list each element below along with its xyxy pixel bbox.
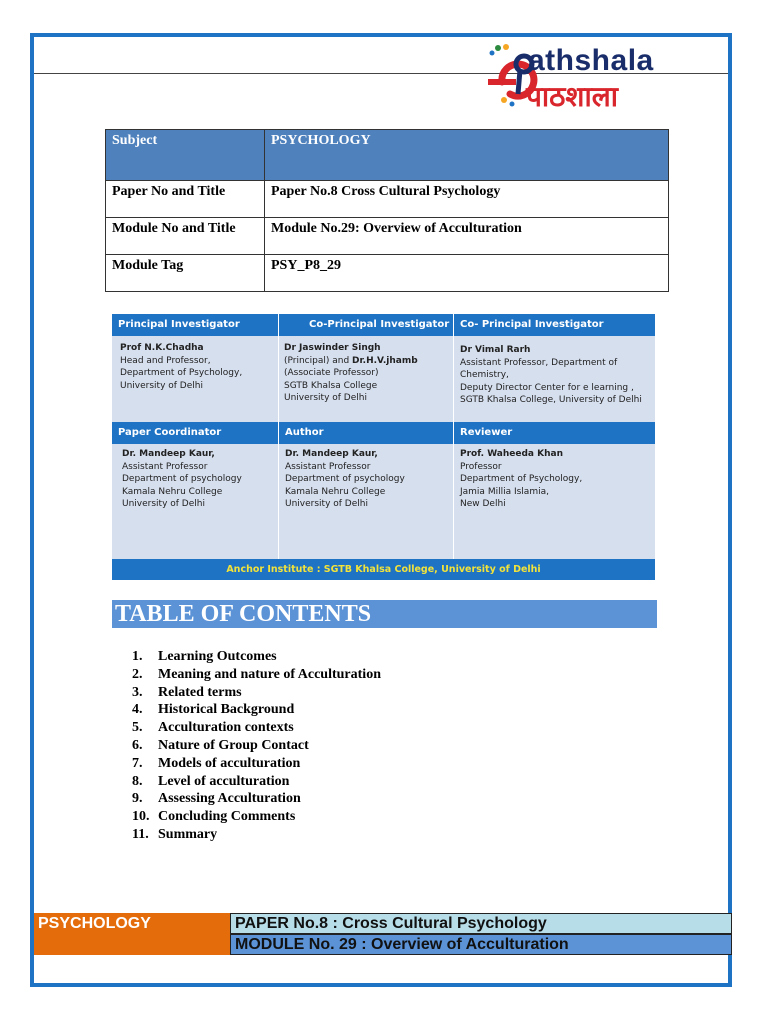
list-item: 2. Meaning and nature of Acculturation [132, 666, 381, 682]
table-row [106, 218, 669, 255]
reviewer-line: Professor [460, 461, 502, 472]
copi2-name: Dr Vimal Rarh [460, 345, 531, 355]
subject-label: Subject [106, 130, 265, 181]
table-of-contents-list [132, 648, 381, 844]
list-item: 7. Models of acculturation [132, 755, 301, 771]
anchor-institute-bar: Anchor Institute : SGTB Khalsa College, University of Delhi [112, 559, 655, 580]
list-item: 4. Historical Background [132, 702, 295, 718]
author-heading: Author [279, 422, 453, 444]
module-info-table [105, 129, 669, 292]
coord-line: Assistant Professor [122, 461, 208, 472]
principal-investigator-heading: Principal Investigator [112, 314, 278, 336]
reviewer-heading: Reviewer [454, 422, 655, 444]
coord-line: Kamala Nehru College [122, 486, 223, 497]
list-item: 11. Summary [132, 826, 218, 842]
list-item: 8. Level of acculturation [132, 773, 290, 789]
module-tag-value: PSY_P8_29 [265, 255, 669, 292]
footer-paper-title: PAPER No.8 : Cross Cultural Psychology [230, 913, 732, 934]
table-row [106, 255, 669, 292]
pi-name: Prof N.K.Chadha [120, 343, 204, 353]
list-item: 6. Nature of Group Contact [132, 737, 309, 753]
author-name: Dr. Mandeep Kaur, [285, 449, 378, 459]
module-tag-label: Module Tag [106, 255, 265, 292]
footer-subject: PSYCHOLOGY [34, 913, 230, 955]
list-item: 1. Learning Outcomes [132, 649, 277, 664]
paper-coordinator-details [122, 448, 242, 511]
author-line: Assistant Professor [285, 461, 371, 472]
logo-latin-text: athshala [528, 44, 654, 77]
copi1-line: SGTB Khalsa College [284, 380, 378, 391]
epathshala-logo [468, 42, 708, 112]
principal-investigator-details [120, 342, 242, 392]
toc-title: TABLE OF CONTENTS [112, 600, 657, 628]
copi1-second-name: Dr.H.V.jhamb [352, 355, 418, 366]
pi-line: Head and Professor, [120, 355, 211, 366]
paper-coordinator-heading: Paper Coordinator [112, 422, 278, 444]
co-principal-investigator-heading: Co-Principal Investigator [279, 314, 453, 336]
reviewer-line: Department of Psychology, [460, 474, 583, 484]
table-row [106, 181, 669, 218]
logo-devanagari-text: पाठशाला [526, 80, 618, 113]
copi1-line: (Principal) and [284, 355, 353, 366]
co-pi-2-details [460, 344, 642, 407]
pi-line: Department of Psychology, [120, 368, 243, 378]
pi-line: University of Delhi [120, 380, 203, 391]
copi1-line: (Associate Professor) [284, 368, 379, 378]
coord-name: Dr. Mandeep Kaur, [122, 449, 215, 459]
author-line: Kamala Nehru College [285, 486, 386, 497]
module-value: Module No.29: Overview of Acculturation [265, 218, 669, 255]
co-pi-details [284, 342, 418, 405]
coord-line: Department of psychology [122, 474, 242, 484]
author-line: University of Delhi [285, 499, 368, 509]
reviewer-line: Jamia Millia Islamia, [460, 486, 549, 497]
list-item: 9. Assessing Acculturation [132, 791, 301, 807]
co-principal-investigator-2-heading: Co- Principal Investigator [454, 314, 655, 336]
list-item: 10. Concluding Comments [132, 809, 296, 825]
reviewer-name: Prof. Waheeda Khan [460, 449, 563, 459]
subject-value: PSYCHOLOGY [265, 130, 669, 181]
list-item: 5. Acculturation contexts [132, 720, 294, 736]
copi2-line: Assistant Professor, Department of [460, 357, 618, 368]
author-details [285, 448, 405, 511]
copi1-name: Dr Jaswinder Singh [284, 343, 381, 353]
reviewer-details [460, 448, 582, 511]
paper-value: Paper No.8 Cross Cultural Psychology [265, 181, 669, 218]
paper-label: Paper No and Title [106, 181, 265, 218]
module-label: Module No and Title [106, 218, 265, 255]
coord-line: University of Delhi [122, 499, 205, 509]
team-credits-panel [112, 314, 655, 580]
table-row [106, 130, 669, 181]
author-line: Department of psychology [285, 474, 405, 484]
footer-module-title: MODULE No. 29 : Overview of Acculturation [230, 934, 732, 955]
copi2-line: SGTB Khalsa College, University of Delhi [460, 395, 642, 405]
copi2-line: Chemistry, [460, 370, 509, 380]
list-item: 3. Related terms [132, 684, 242, 700]
copi1-line: University of Delhi [284, 393, 367, 403]
copi2-line: Deputy Director Center for e learning , [460, 382, 634, 393]
reviewer-line: New Delhi [460, 499, 506, 509]
